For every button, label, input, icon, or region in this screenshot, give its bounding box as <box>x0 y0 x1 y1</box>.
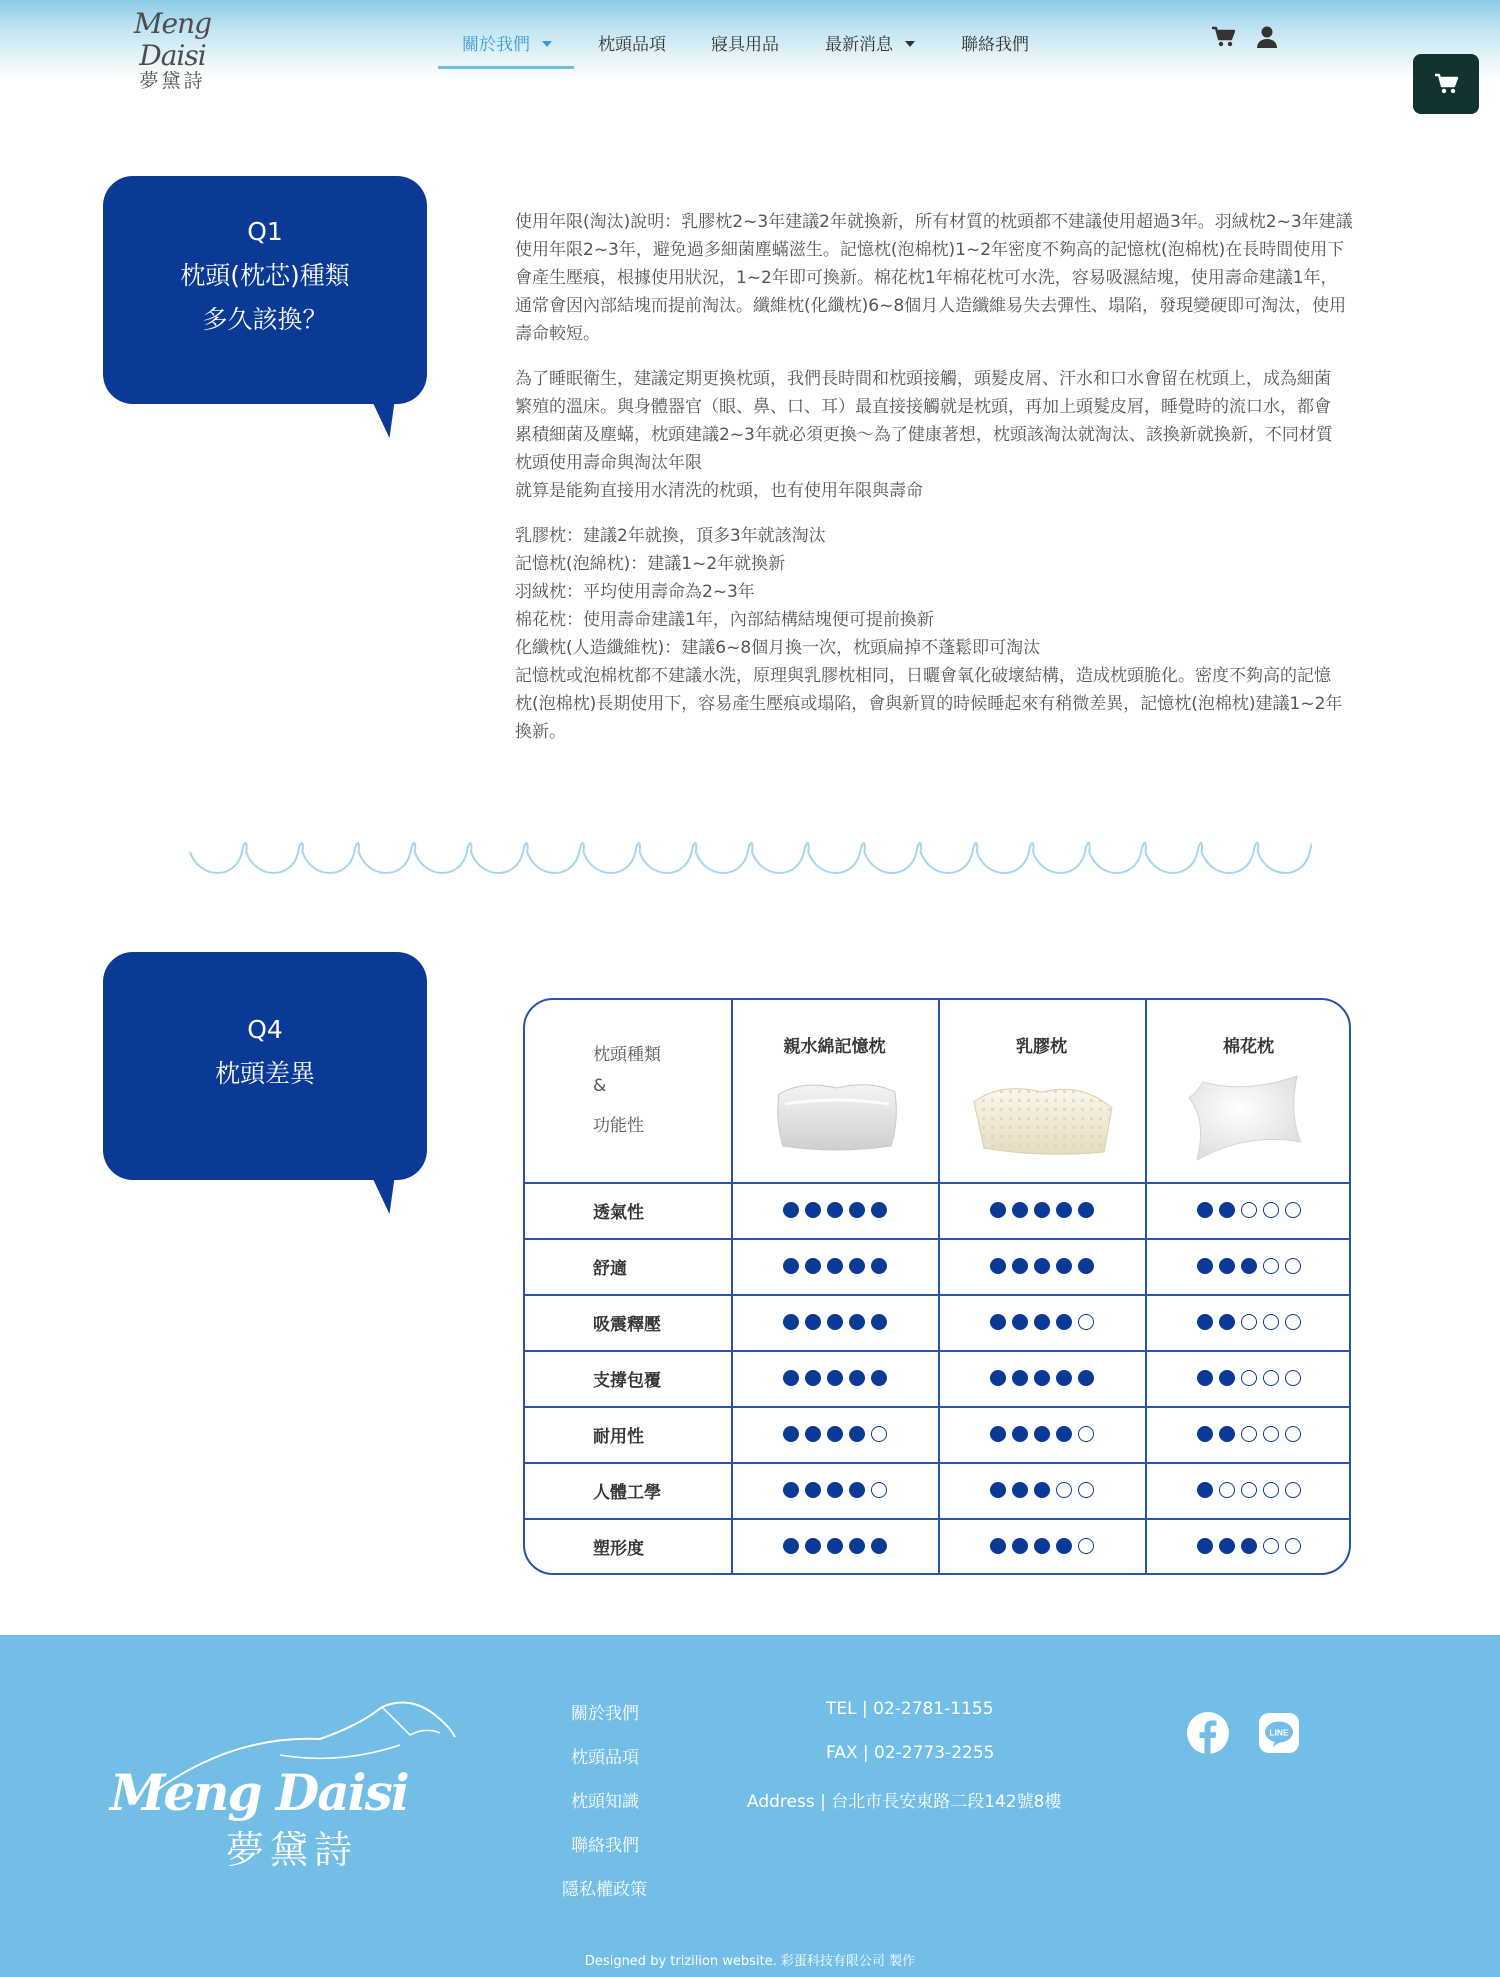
rating-dot-empty <box>1285 1538 1301 1554</box>
rating-dot-filled <box>1197 1482 1213 1498</box>
row-label-durability: 耐用性 <box>593 1427 644 1447</box>
rating-dot-filled <box>827 1202 843 1218</box>
memory-foam-pillow-image <box>773 1078 901 1154</box>
nav-item-news[interactable] <box>825 30 915 55</box>
rating-dot-filled <box>783 1482 799 1498</box>
latex-pillow-image <box>970 1078 1116 1158</box>
footer-fax: FAX | 02-2773-2255 <box>826 1743 995 1763</box>
rating-dot-filled <box>1034 1426 1050 1442</box>
rating-dot-filled <box>1197 1314 1213 1330</box>
rating-dot-filled <box>1034 1370 1050 1386</box>
rating-dot-filled <box>990 1538 1006 1554</box>
table-divider <box>525 1294 1349 1296</box>
footer-logo-chinese: 夢黛詩 <box>226 1828 359 1872</box>
column-title: 棉花枕 <box>1223 1037 1274 1057</box>
rating-dots <box>990 1314 1094 1330</box>
row-label-comfort: 舒適 <box>593 1259 627 1279</box>
q1-title-line2: 多久該換？ <box>202 305 328 334</box>
rating-dot-filled <box>1012 1314 1028 1330</box>
q1-title-line1: 枕頭(枕芯)種類 <box>180 261 350 290</box>
rating-dot-filled <box>871 1202 887 1218</box>
text-line: 壽命較短。 <box>515 324 600 344</box>
rating-dots <box>783 1314 887 1330</box>
rating-dots <box>1197 1370 1301 1386</box>
rating-dot-filled <box>871 1314 887 1330</box>
rating-dot-filled <box>783 1370 799 1386</box>
rating-dot-filled <box>1012 1482 1028 1498</box>
text-line: 枕頭使用壽命與淘汰年限 <box>515 453 702 473</box>
footer-link-pillows[interactable]: 枕頭品項 <box>571 1748 639 1768</box>
rating-dot-filled <box>1034 1202 1050 1218</box>
chevron-down-icon <box>905 41 915 47</box>
user-icon[interactable] <box>1257 26 1277 48</box>
rating-dot-filled <box>1034 1258 1050 1274</box>
q4-number: Q4 <box>247 1015 283 1044</box>
rating-dot-empty <box>1241 1202 1257 1218</box>
rating-dot-empty <box>1263 1426 1279 1442</box>
wave-divider <box>188 838 1312 878</box>
q1-speech-bubble <box>103 176 427 404</box>
rating-dots <box>1197 1258 1301 1274</box>
rating-dot-filled <box>827 1538 843 1554</box>
footer-logo[interactable] <box>110 1695 470 1875</box>
rating-dot-empty <box>1285 1258 1301 1274</box>
nav-active-indicator <box>438 66 574 69</box>
nav-item-label: 最新消息 <box>825 35 893 55</box>
rating-dot-empty <box>1078 1426 1094 1442</box>
cart-icon <box>1433 73 1459 95</box>
rating-dot-filled <box>1078 1258 1094 1274</box>
rating-dot-filled <box>805 1426 821 1442</box>
nav-item-label: 關於我們 <box>462 35 530 55</box>
cart-icon[interactable] <box>1211 26 1235 48</box>
rating-dot-empty <box>1241 1370 1257 1386</box>
rating-dots <box>783 1538 887 1554</box>
rating-dot-empty <box>1078 1538 1094 1554</box>
rating-dot-filled <box>871 1538 887 1554</box>
rating-dot-filled <box>849 1538 865 1554</box>
site-footer <box>0 1635 1500 1977</box>
site-logo[interactable] <box>100 7 245 92</box>
nav-item-bedding[interactable] <box>711 30 779 55</box>
cotton-pillow-image <box>1185 1068 1309 1164</box>
q1-paragraph-lifespan <box>515 208 1365 348</box>
rating-dots <box>783 1258 887 1274</box>
rating-dot-filled <box>1056 1202 1072 1218</box>
table-divider <box>525 1350 1349 1352</box>
footer-link-contact[interactable]: 聯絡我們 <box>571 1836 639 1856</box>
rating-dot-filled <box>1034 1538 1050 1554</box>
row-label-ergonomics: 人體工學 <box>593 1483 661 1503</box>
nav-item-label: 枕頭品項 <box>598 35 666 55</box>
rating-dot-empty <box>1285 1370 1301 1386</box>
column-header-cotton <box>1145 1000 1351 1182</box>
rating-dot-empty <box>1263 1538 1279 1554</box>
rating-dot-filled <box>849 1482 865 1498</box>
rating-dot-empty <box>1285 1482 1301 1498</box>
rating-dot-empty <box>1241 1426 1257 1442</box>
table-divider <box>525 1182 1349 1184</box>
rating-dot-filled <box>1197 1538 1213 1554</box>
column-title: 乳膠枕 <box>1016 1037 1067 1057</box>
rating-dot-filled <box>1012 1202 1028 1218</box>
text-line: 乳膠枕：建議2年就換，頂多3年就該淘汰 <box>515 526 826 546</box>
text-line: 枕(泡棉枕)長期使用下，容易產生壓痕或塌陷，會與新買的時候睡起來有稍微差異，記憶枕(泡棉枕)建議1~2年 <box>515 694 1343 714</box>
rating-dot-filled <box>1012 1538 1028 1554</box>
rating-dots <box>783 1370 887 1386</box>
rating-dot-filled <box>1197 1258 1213 1274</box>
rating-dot-empty <box>1056 1482 1072 1498</box>
table-corner-label: 功能性 <box>593 1116 644 1136</box>
rating-dots <box>1197 1538 1301 1554</box>
pillow-comparison-table <box>523 998 1351 1575</box>
rating-dot-filled <box>1219 1202 1235 1218</box>
rating-dot-filled <box>1034 1482 1050 1498</box>
logo-script-text: Meng Daisi <box>133 7 212 72</box>
rating-dot-filled <box>827 1370 843 1386</box>
rating-dot-empty <box>1263 1258 1279 1274</box>
rating-dot-filled <box>871 1370 887 1386</box>
rating-dot-filled <box>783 1202 799 1218</box>
rating-dot-filled <box>849 1314 865 1330</box>
table-divider <box>525 1462 1349 1464</box>
rating-dot-empty <box>871 1426 887 1442</box>
rating-dot-filled <box>827 1426 843 1442</box>
rating-dot-filled <box>1056 1370 1072 1386</box>
rating-dot-filled <box>1197 1370 1213 1386</box>
q4-title: 枕頭差異 <box>214 1059 315 1088</box>
facebook-icon[interactable] <box>1186 1711 1230 1755</box>
rating-dot-empty <box>1285 1426 1301 1442</box>
rating-dot-empty <box>1263 1370 1279 1386</box>
rating-dot-filled <box>1012 1258 1028 1274</box>
rating-dots <box>990 1258 1094 1274</box>
text-line: 化纖枕(人造纖維枕)：建議6~8個月換一次，枕頭扁掉不蓬鬆即可淘汰 <box>515 638 1041 658</box>
footer-credit: Designed by trizilion website. 彩蛋科技有限公司 製作 <box>584 1954 916 1969</box>
line-icon[interactable] <box>1257 1711 1301 1755</box>
rating-dot-filled <box>805 1482 821 1498</box>
rating-dots <box>1197 1314 1301 1330</box>
row-label-shaping: 塑形度 <box>593 1539 644 1559</box>
rating-dots <box>990 1538 1094 1554</box>
rating-dot-empty <box>1263 1202 1279 1218</box>
rating-dot-filled <box>805 1258 821 1274</box>
rating-dot-filled <box>1197 1202 1213 1218</box>
rating-dot-filled <box>827 1258 843 1274</box>
text-line: 累積細菌及塵蟎，枕頭建議2~3年就必須更換～為了健康著想，枕頭該淘汰就淘汰、該換新就換新，不同材質 <box>515 425 1333 445</box>
chevron-down-icon <box>542 41 552 47</box>
rating-dot-filled <box>849 1370 865 1386</box>
rating-dot-empty <box>1078 1314 1094 1330</box>
text-line: 就算是能夠直接用水清洗的枕頭，也有使用年限與壽命 <box>515 481 923 501</box>
svg-text:LINE: LINE <box>1269 1727 1289 1738</box>
q1-article <box>515 208 1365 763</box>
row-label-shock-absorption: 吸震釋壓 <box>593 1315 661 1335</box>
rating-dot-empty <box>1285 1314 1301 1330</box>
rating-dot-filled <box>1056 1538 1072 1554</box>
rating-dot-empty <box>1241 1482 1257 1498</box>
rating-dot-filled <box>1056 1426 1072 1442</box>
footer-tel: TEL | 02-2781-1155 <box>826 1699 994 1719</box>
rating-dot-filled <box>783 1258 799 1274</box>
rating-dot-filled <box>1012 1370 1028 1386</box>
text-line: 通常會因內部結塊而提前淘汰。纖維枕(化纖枕)6~8個月人造纖維易失去彈性、塌陷，發現變硬即可淘汰，使用 <box>515 296 1347 316</box>
rating-dot-filled <box>1219 1370 1235 1386</box>
nav-item-label: 寢具用品 <box>711 35 779 55</box>
table-divider <box>525 1406 1349 1408</box>
rating-dot-filled <box>805 1314 821 1330</box>
logo-chinese-text: 夢黛詩 <box>139 70 206 92</box>
rating-dot-empty <box>1263 1314 1279 1330</box>
site-header <box>0 0 1500 92</box>
rating-dots <box>990 1370 1094 1386</box>
rating-dot-empty <box>871 1482 887 1498</box>
rating-dot-filled <box>1219 1426 1235 1442</box>
rating-dots <box>990 1426 1094 1442</box>
text-line: 換新。 <box>515 722 566 742</box>
rating-dot-filled <box>827 1482 843 1498</box>
rating-dot-empty <box>1241 1314 1257 1330</box>
rating-dot-filled <box>990 1370 1006 1386</box>
rating-dot-empty <box>1219 1482 1235 1498</box>
table-divider <box>525 1238 1349 1240</box>
nav-item-pillows[interactable] <box>598 30 666 55</box>
column-title: 親水綿記憶枕 <box>783 1037 886 1057</box>
footer-address: Address | 台北市長安東路二段142號8樓 <box>747 1792 1062 1812</box>
rating-dot-filled <box>1219 1538 1235 1554</box>
nav-item-label: 聯絡我們 <box>961 35 1029 55</box>
floating-cart-button[interactable] <box>1413 54 1479 114</box>
rating-dot-filled <box>1034 1314 1050 1330</box>
text-line: 記憶枕或泡棉枕都不建議水洗，原理與乳膠枕相同，日曬會氧化破壞結構，造成枕頭脆化。密度不夠高的記憶 <box>515 666 1331 686</box>
rating-dot-filled <box>849 1258 865 1274</box>
text-line: 會產生壓痕，根據使用狀況，1~2年即可換新。棉花枕1年棉花枕可水洗，容易吸濕結塊，使用壽命建議1年， <box>515 268 1338 288</box>
text-line: 棉花枕：使用壽命建議1年，內部結構結塊便可提前換新 <box>515 610 934 630</box>
rating-dot-filled <box>1056 1314 1072 1330</box>
row-label-support: 支撐包覆 <box>593 1371 661 1391</box>
rating-dot-filled <box>783 1426 799 1442</box>
footer-link-privacy[interactable]: 隱私權政策 <box>562 1880 647 1900</box>
footer-logo-script: Meng Daisi <box>110 1763 408 1822</box>
rating-dot-filled <box>990 1314 1006 1330</box>
footer-link-about[interactable]: 關於我們 <box>571 1704 639 1724</box>
rating-dot-filled <box>849 1426 865 1442</box>
rating-dot-filled <box>1219 1258 1235 1274</box>
rating-dot-filled <box>990 1426 1006 1442</box>
table-corner-label: & <box>593 1076 607 1096</box>
rating-dot-filled <box>1012 1426 1028 1442</box>
q1-number: Q1 <box>247 217 283 246</box>
bubble-tail <box>367 1178 394 1214</box>
rating-dots <box>783 1202 887 1218</box>
rating-dots <box>990 1202 1094 1218</box>
rating-dots <box>783 1482 887 1498</box>
rating-dots <box>1197 1426 1301 1442</box>
rating-dot-filled <box>783 1314 799 1330</box>
footer-link-knowledge[interactable]: 枕頭知識 <box>571 1792 639 1812</box>
rating-dot-filled <box>805 1370 821 1386</box>
nav-item-contact[interactable] <box>961 30 1029 55</box>
text-line: 羽絨枕：平均使用壽命為2~3年 <box>515 582 755 602</box>
rating-dots <box>990 1482 1094 1498</box>
rating-dots <box>1197 1202 1301 1218</box>
rating-dot-filled <box>783 1538 799 1554</box>
text-line: 繁殖的溫床。與身體器官（眼、鼻、口、耳）最直接接觸就是枕頭，再加上頭髮皮屑，睡覺時的流口水，都會 <box>515 397 1331 417</box>
rating-dot-filled <box>849 1202 865 1218</box>
rating-dot-filled <box>1241 1538 1257 1554</box>
q1-paragraph-hygiene <box>515 365 1365 505</box>
rating-dot-filled <box>1078 1202 1094 1218</box>
rating-dot-filled <box>827 1314 843 1330</box>
rating-dot-filled <box>1197 1426 1213 1442</box>
column-header-latex <box>938 1000 1145 1182</box>
rating-dot-empty <box>1078 1482 1094 1498</box>
table-corner-label: 枕頭種類 <box>593 1045 661 1065</box>
row-label-breathability: 透氣性 <box>593 1203 644 1223</box>
rating-dot-filled <box>990 1482 1006 1498</box>
q4-speech-bubble <box>103 952 427 1180</box>
rating-dots <box>1197 1482 1301 1498</box>
rating-dot-filled <box>990 1202 1006 1218</box>
text-line: 使用年限2~3年，避免過多細菌塵蟎滋生。記憶枕(泡棉枕)1~2年密度不夠高的記憶枕(泡棉枕)在長時間使用下 <box>515 240 1345 260</box>
column-header-memory-foam <box>731 1000 938 1182</box>
text-line: 使用年限(淘汰)說明：乳膠枕2~3年建議2年就換新，所有材質的枕頭都不建議使用超過3年。羽絨枕2~3年建議 <box>515 212 1353 232</box>
rating-dot-empty <box>1263 1482 1279 1498</box>
rating-dot-empty <box>1285 1202 1301 1218</box>
nav-item-about[interactable] <box>462 30 552 55</box>
rating-dot-filled <box>1241 1258 1257 1274</box>
text-line: 記憶枕(泡綿枕)：建議1~2年就換新 <box>515 554 786 574</box>
rating-dot-filled <box>1219 1314 1235 1330</box>
text-line: 為了睡眠衛生，建議定期更換枕頭，我們長時間和枕頭接觸，頭髮皮屑、汗水和口水會留在枕頭上，成為細菌 <box>515 369 1331 389</box>
rating-dot-filled <box>805 1202 821 1218</box>
rating-dot-filled <box>871 1258 887 1274</box>
rating-dot-filled <box>1056 1258 1072 1274</box>
rating-dots <box>783 1426 887 1442</box>
q1-paragraph-list <box>515 522 1365 746</box>
rating-dot-filled <box>1078 1370 1094 1386</box>
rating-dot-filled <box>805 1538 821 1554</box>
rating-dot-filled <box>990 1258 1006 1274</box>
bubble-tail <box>367 402 394 438</box>
table-divider <box>525 1518 1349 1520</box>
